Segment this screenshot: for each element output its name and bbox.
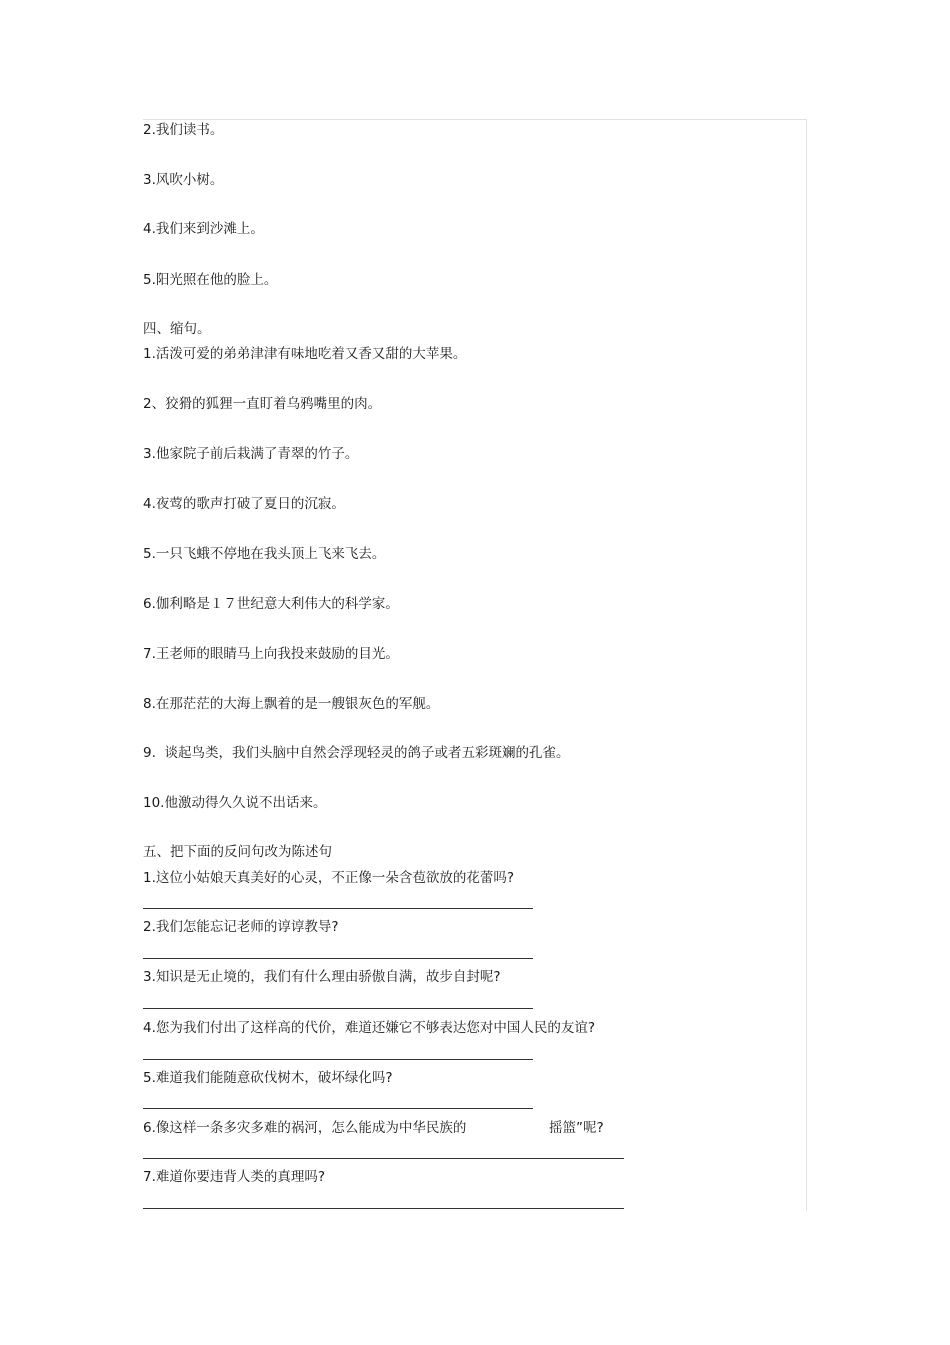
section-heading: 五、把下面的反问句改为陈述句 [143,844,332,860]
answer-line[interactable] [143,1208,624,1209]
question-item: 7.难道你要违背人类的真理吗? [143,1169,326,1185]
list-item: 8.在那茫茫的大海上飘着的是一艘银灰色的军舰。 [143,696,440,712]
list-item: 4.夜莺的歌声打破了夏日的沉寂。 [143,496,345,512]
list-item: 2.我们读书。 [143,122,224,138]
question-item: 5.难道我们能随意砍伐树木，破坏绿化吗? [143,1070,393,1086]
list-item: 5.阳光照在他的脸上。 [143,272,278,288]
question-item: 3.知识是无止境的，我们有什么理由骄傲自满，故步自封呢? [143,969,501,985]
list-item: 10.他激动得久久说不出话来。 [143,795,327,811]
question-item: 4.您为我们付出了这样高的代价，难道还嫌它不够表达您对中国人民的友谊? [143,1020,596,1036]
question-item-tail: 摇篮”呢? [549,1120,604,1136]
question-item: 1.这位小姑娘天真美好的心灵，不正像一朵含苞欲放的花蕾吗? [143,870,515,886]
list-item: 9. 谈起鸟类，我们头脑中自然会浮现轻灵的鸽子或者五彩斑斓的孔雀。 [143,745,570,761]
list-item: 2、狡猾的狐狸一直盯着乌鸦嘴里的肉。 [143,396,382,412]
answer-line[interactable] [143,958,533,959]
answer-line[interactable] [143,908,533,909]
list-item: 7.王老师的眼睛马上向我投来鼓励的目光。 [143,646,399,662]
list-item: 5.一只飞蛾不停地在我头顶上飞来飞去。 [143,546,386,562]
question-item: 2.我们怎能忘记老师的谆谆教导? [143,919,339,935]
answer-line[interactable] [143,1108,533,1109]
answer-line[interactable] [143,1008,533,1009]
answer-line[interactable] [143,1059,533,1060]
list-item: 3.风吹小树。 [143,172,224,188]
list-item: 1.活泼可爱的弟弟津津有味地吃着又香又甜的大苹果。 [143,346,467,362]
answer-line[interactable] [143,1158,624,1159]
section-heading: 四、缩句。 [143,321,211,337]
question-item: 6.像这样一条多灾多难的祸河，怎么能成为中华民族的 [143,1120,467,1136]
list-item: 3.他家院子前后栽满了青翠的竹子。 [143,446,359,462]
list-item: 4.我们来到沙滩上。 [143,221,264,237]
list-item: 6.伽利略是１７世纪意大利伟大的科学家。 [143,596,399,612]
